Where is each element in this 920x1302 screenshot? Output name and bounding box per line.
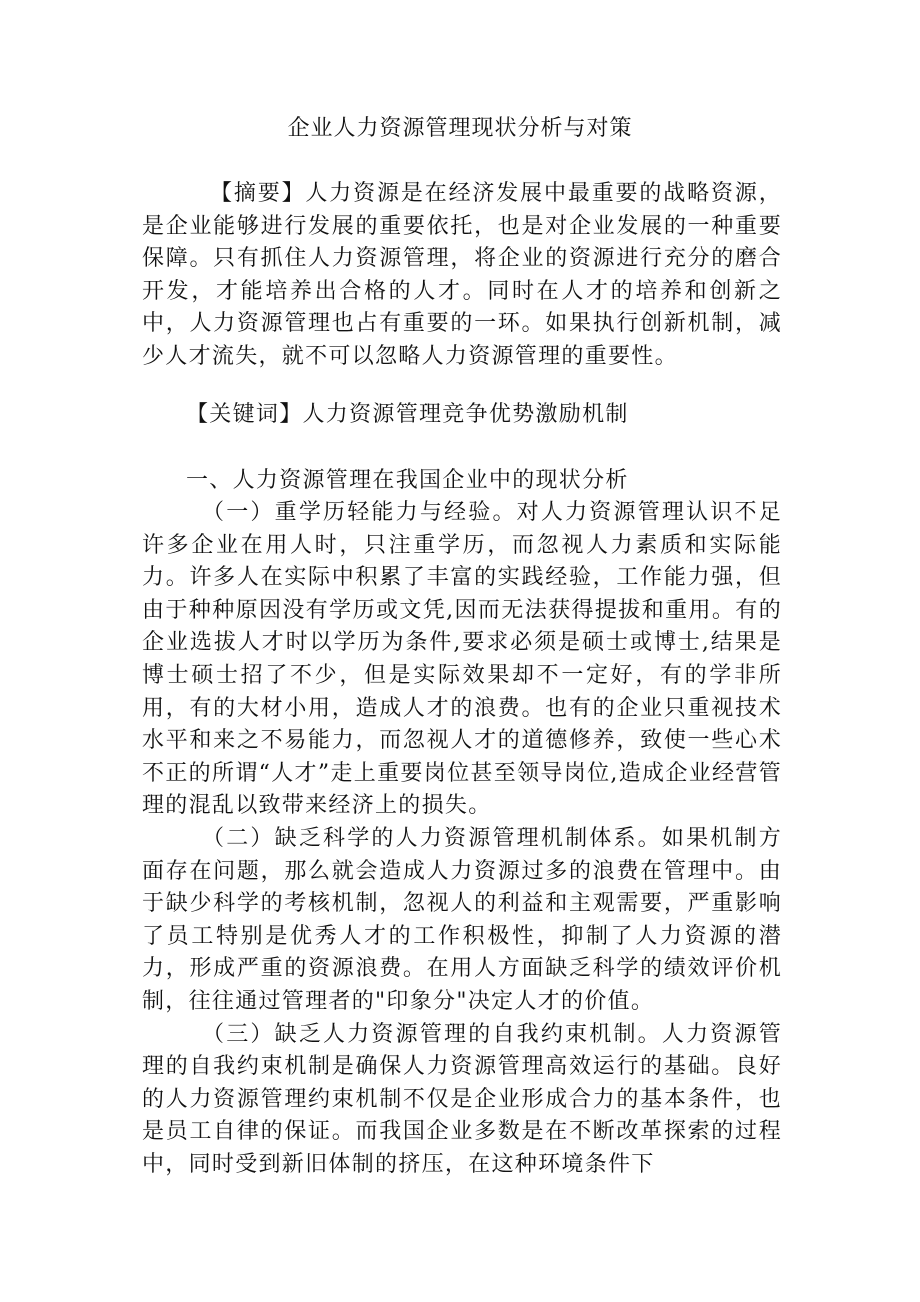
- paragraph-2: （二）缺乏科学的人力资源管理机制体系。如果机制方面存在问题，那么就会造成人力资源过多的浪费在管理中。由于缺少科学的考核机制，忽视人的利益和主观需要，严重影响了员工特别是优秀人才的工作积极性，抑制了人力资源的潜力，形成严重的资源浪费。在用人方面缺乏科学的绩效评价机制，往往通过管理者的"印象分"决定人才的价值。: [142, 825, 782, 1014]
- document-title: 企业人力资源管理现状分析与对策: [287, 116, 633, 141]
- paragraph-3: （三）缺乏人力资源管理的自我约束机制。人力资源管理的自我约束机制是确保人力资源管理高效运行的基础。良好的人力资源管理约束机制不仅是企业形成合力的基本条件，也是员工自律的保证。而我国企业多数是在不断改革探索的过程中，同时受到新旧体制的挤压，在这种环境条件下: [142, 1021, 782, 1177]
- section-heading: 一、人力资源管理在我国企业中的现状分析: [186, 468, 629, 493]
- paragraph-1: （一）重学历轻能力与经验。对人力资源管理认识不足许多企业在用人时，只注重学历，而忽视人力素质和实际能力。许多人在实际中积累了丰富的实践经验，工作能力强，但由于种种原因没有学历或文凭,因而无法获得提拔和重用。有的企业选拔人才时以学历为条件,要求必须是硕士或博士,结果是博士硕士招了不少，但是实际效果却不一定好，有的学非所用，有的大材小用，造成人才的浪费。也有的企业只重视技术水平和来之不易能力，而忽视人才的道德修养，致使一些心术不正的所谓“人才”走上重要岗位甚至领导岗位,造成企业经营管理的混乱以致带来经济上的损失。: [142, 500, 782, 819]
- body-paragraphs: [142, 497, 782, 1181]
- keywords-line: 【关键词】人力资源管理竞争优势激励机制: [186, 402, 629, 427]
- abstract-paragraph: 【摘要】人力资源是在经济发展中最重要的战略资源，是企业能够进行发展的重要依托，也是对企业发展的一种重要保障。只有抓住人力资源管理，将企业的资源进行充分的磨合开发，才能培养出合格的人才。同时在人才的培养和创新之中，人力资源管理也占有重要的一环。如果执行创新机制，减少人才流失，就不可以忽略人力资源管理的重要性。: [142, 181, 782, 369]
